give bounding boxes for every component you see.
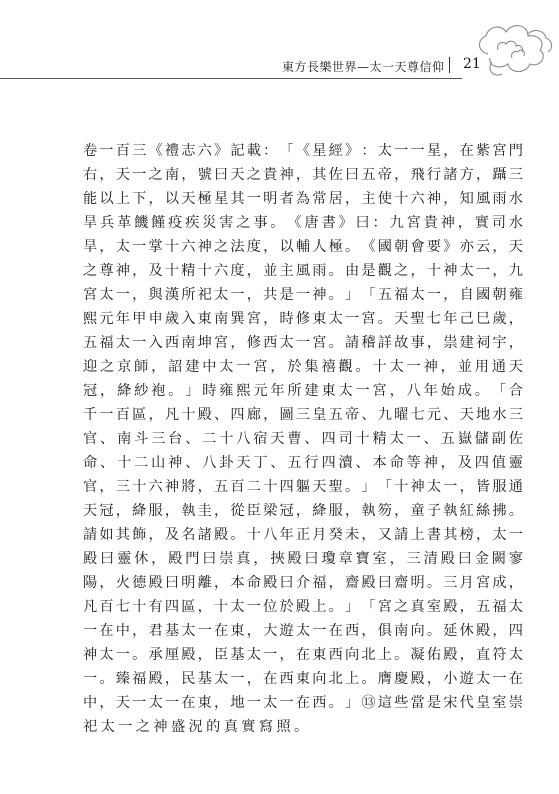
text-line: 官 、 南 斗 三 台 、 二 十 八 宿 天 曹 、 四 司 十 精 太 一 、 五 嶽 儲 副 佐 — [83, 431, 523, 447]
text-line: 一 在 中 ， 君 基 太 一 在 東 ， 大 遊 太 一 在 西 ， 俱 南 向 。 延 休 殿 ， 四 — [83, 623, 523, 639]
text-line: 殿 曰 靈 休 ， 殿 門 曰 崇 真 ， 挾 殿 曰 瓊 章 寶 室 ， 三 清 殿 曰 金 闕 寥 — [83, 551, 523, 567]
text-line: 宮 太 一 ， 與 漢 所 祀 太 一 ， 共 是 一 神 。 」 「 五 福 太 一 ， 自 國 朝 雍 — [83, 287, 523, 303]
running-title: 東方長樂世界—太一天尊信仰 — [282, 60, 445, 74]
text-line: 右 ， 天 一 之 南 ， 號 曰 天 之 貴 神 ， 其 佐 曰 五 帝 ， 飛 行 諸 方 ， 躡 三 — [83, 167, 523, 183]
text-line: 旱 兵 革 饑 饉 疫 疾 災 害 之 事 。 《 唐 書 》 曰 ： 九 宮 貴 神 ， 實 司 水 — [83, 215, 523, 231]
text-line: 能 以 上 下 ， 以 天 極 星 其 一 明 者 為 常 居 ， 主 使 十 六 神 ， 知 風 雨 水 — [83, 191, 523, 207]
text-line: 五 福 太 一 入 西 南 坤 宮 ， 修 西 太 一 宮 。 請 稽 詳 故 事 ， 祟 建 祠 宇 ， — [83, 335, 523, 351]
text-line: 官 ， 三 十 六 神 將 ， 五 百 二 十 四 軀 天 聖 。 」 「 十 神 太 一 ， 皆 服 通 — [83, 479, 523, 495]
text-line: 命 、 十 二 山 神 、 八 卦 天 丁 、 五 行 四 瀆 、 本 命 等 神 ， 及 四 值 靈 — [83, 455, 523, 471]
cloud-scroll-ornament-icon — [468, 14, 558, 84]
text-line: 祀太一之神盛況的真實寫照。 — [83, 719, 312, 735]
header-separator — [449, 57, 450, 73]
text-line: 請 如 其 飾 ， 及 名 諸 殿 。 十 八 年 正 月 癸 未 ， 又 請 上 書 其 榜 ， 太 一 — [83, 527, 523, 543]
page-number: 21 — [463, 56, 481, 72]
text-line: 千 一 百 區 ， 凡 十 殿 、 四 廊 ， 圖 三 皇 五 帝 、 九 曜 七 元 、 天 地 水 三 — [83, 407, 523, 423]
text-line: 熙 元 年 甲 申 歲 入 東 南 巽 宮 ， 時 修 東 太 一 宮 。 天 聖 七 年 己 巳 歲 ， — [83, 311, 523, 327]
text-line: 神 太 一 。 承 厘 殿 ， 臣 基 太 一 ， 在 東 西 向 北 上 。 凝 佑 殿 ， 直 符 太 — [83, 647, 523, 663]
text-line: 之 尊 神 ， 及 十 精 十 六 度 ， 並 主 風 雨 。 由 是 觀 之 ， 十 神 太 一 ， 九 — [83, 263, 523, 279]
text-line: 一 。 臻 福 殿 ， 民 基 太 一 ， 在 西 東 向 北 上 。 膺 慶 殿 ， 小 遊 太 一 在 — [83, 671, 523, 687]
text-line: 凡 百 七 十 有 四 區 ， 十 太 一 位 於 殿 上 。 」 「 宮 之 真 室 殿 ， 五 福 太 — [83, 599, 523, 615]
text-line: 陽 ， 火 德 殿 曰 明 離 ， 本 命 殿 曰 介 福 ， 齋 殿 曰 齋 明 。 三 月 宮 成 ， — [83, 575, 523, 591]
text-line: 天 冠 ， 絳 服 ， 執 圭 ， 從 臣 梁 冠 ， 絳 服 ， 執 笏 ， 童 子 執 紅 絲 拂 。 — [83, 503, 523, 519]
body-text — [83, 139, 523, 739]
text-line: 卷 一 百 三 《 禮 志 六 》 記 載 ： 「 《 星 經 》 ： 太 一 一 星 ， 在 紫 宮 門 — [83, 143, 523, 159]
text-line: 迎 之 京 師 ， 詔 建 中 太 一 宮 ， 於 集 禧 觀 。 十 太 一 神 ， 並 用 通 天 — [83, 359, 523, 375]
text-line: 旱 ， 太 一 掌 十 六 神 之 法 度 ， 以 輔 人 極 。 《 國 朝 會 要 》 亦 云 ， 天 — [83, 239, 523, 255]
text-line: 中 ， 天 一 太 一 在 東 ， 地 一 太 一 在 西 。 」 ⑬ 這 些 當 是 宋 代 皇 室 崇 — [83, 695, 523, 711]
text-line: 冠 ， 絳 紗 袍 。 」 時 雍 熙 元 年 所 建 東 太 一 宮 ， 八 年 始 成 。 「 合 — [83, 383, 523, 399]
header-rule — [0, 78, 462, 79]
